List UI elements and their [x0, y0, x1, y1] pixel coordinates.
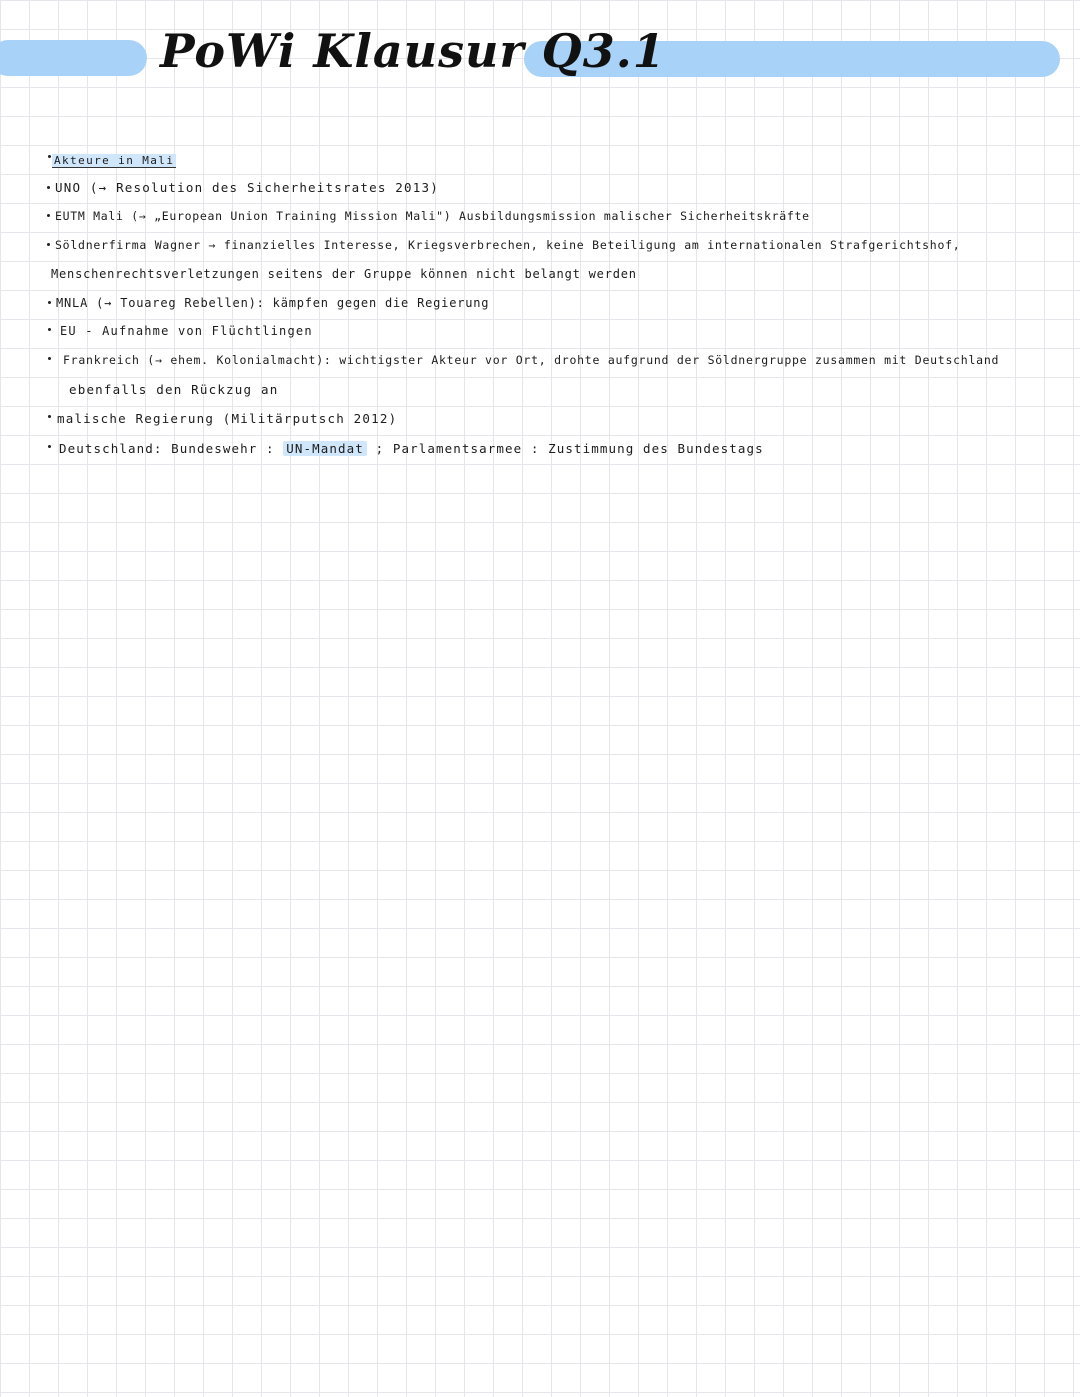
note-line-wagner: Söldnerfirma Wagner → finanzielles Interesse, Kriegsverbrechen, keine Beteiligung am internationalen Strafgerichtshof, — [55, 238, 961, 252]
note-line-eutm: EUTM Mali (→ „European Union Training Mission Mali") Ausbildungsmission malischer Sicherheitskräfte — [55, 209, 810, 223]
bullet-icon — [48, 445, 51, 448]
note-line-frankreich: Frankreich (→ ehem. Kolonialmacht): wichtigster Akteur vor Ort, drohte aufgrund der Söldnergruppe zusammen mit Deutschland — [63, 353, 1000, 367]
note-line-deutschland — [59, 441, 764, 456]
page-title: PoWi Klausur Q3.1 — [160, 24, 666, 78]
deutschland-prefix: Deutschland: Bundeswehr : — [59, 441, 275, 456]
bullet-icon — [48, 301, 51, 304]
note-line-mnla: MNLA (→ Touareg Rebellen): kämpfen gegen die Regierung — [56, 296, 490, 310]
deutschland-suffix: ; Parlamentsarmee : Zustimmung des Bundestags — [375, 441, 764, 456]
note-line-uno: UNO (→ Resolution des Sicherheitsrates 2013) — [55, 180, 439, 195]
note-line-eu: EU - Aufnahme von Flüchtlingen — [60, 324, 313, 338]
bullet-icon — [48, 415, 51, 418]
bullet-icon — [48, 155, 51, 158]
bullet-icon — [47, 186, 50, 189]
note-line-wagner-cont: Menschenrechtsverletzungen seitens der Gruppe können nicht belangt werden — [51, 267, 637, 281]
bullet-icon — [47, 243, 50, 246]
section-heading: Akteure in Mali — [54, 154, 175, 167]
note-line-frankreich-cont: ebenfalls den Rückzug an — [69, 382, 279, 397]
bullet-icon — [48, 328, 51, 331]
title-highlight-left — [0, 40, 147, 76]
un-mandat-highlight: UN-Mandat — [283, 441, 367, 456]
note-line-regierung: malische Regierung (Militärputsch 2012) — [57, 411, 398, 426]
bullet-icon — [48, 357, 51, 360]
bullet-icon — [47, 214, 50, 217]
